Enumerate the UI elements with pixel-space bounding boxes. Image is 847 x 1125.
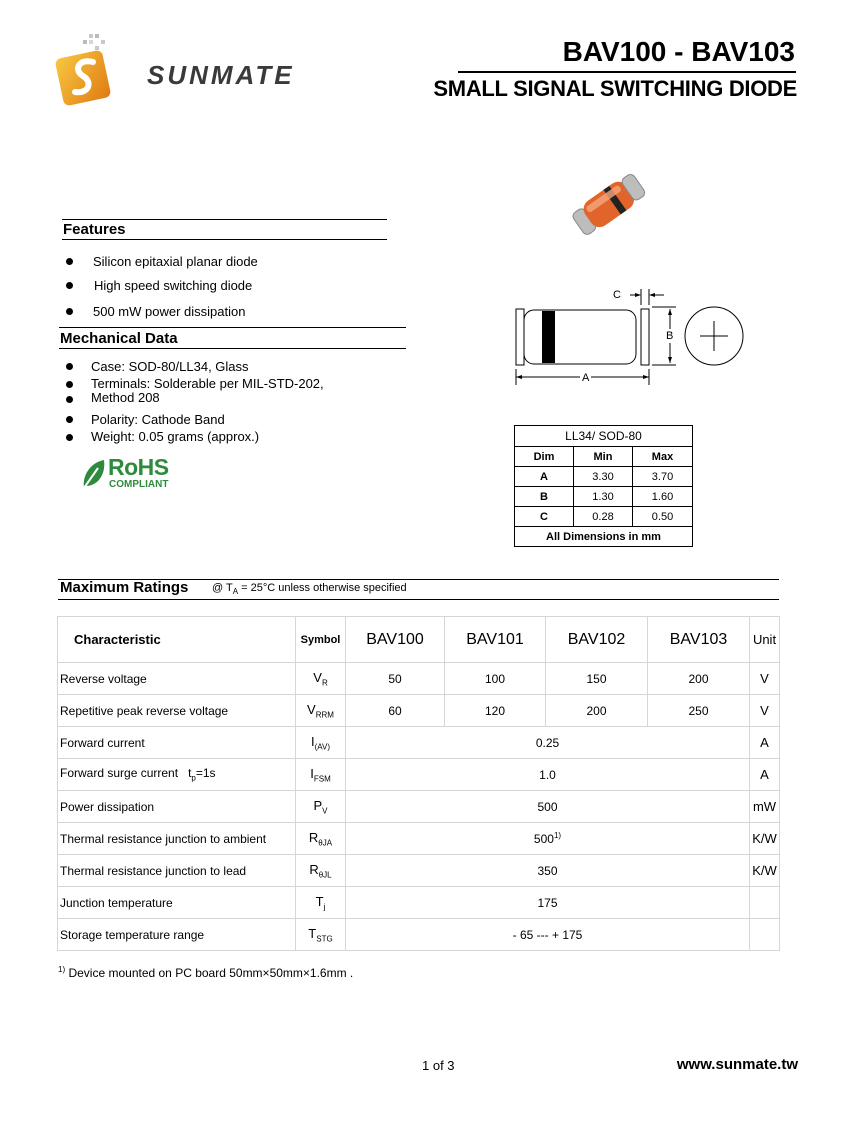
min-cell: 0.28 bbox=[574, 507, 633, 527]
list-item bbox=[66, 376, 324, 391]
symbol-main: P bbox=[313, 797, 323, 813]
footnote-text: Device mounted on PC board 50mm×50mm×1.6mm . bbox=[65, 966, 354, 980]
max-cell: 0.50 bbox=[633, 507, 693, 527]
condition-symbol: t bbox=[188, 766, 192, 781]
bullet-icon bbox=[66, 308, 73, 315]
symbol-main: T bbox=[315, 893, 324, 909]
feature-text: Silicon epitaxial planar diode bbox=[93, 254, 258, 269]
symbol-cell bbox=[296, 887, 346, 919]
bullet-icon bbox=[66, 258, 73, 265]
max-cell: 1.60 bbox=[633, 487, 693, 507]
dimension-table-footer: All Dimensions in mm bbox=[515, 527, 693, 547]
features-heading: Features bbox=[63, 221, 126, 238]
unit-cell: K/W bbox=[750, 823, 780, 855]
unit-cell: A bbox=[750, 727, 780, 759]
unit-cell: V bbox=[750, 663, 780, 695]
feature-text: High speed switching diode bbox=[94, 278, 253, 293]
symbol-cell bbox=[296, 759, 346, 791]
condition-prefix: @ T bbox=[212, 582, 233, 594]
unit-cell: K/W bbox=[750, 855, 780, 887]
feature-text: 500 mW power dissipation bbox=[93, 304, 246, 319]
sunmate-logo-graphic bbox=[55, 32, 320, 122]
features-bottom-rule bbox=[62, 239, 387, 240]
value-cell: 150 bbox=[546, 663, 648, 695]
part-header: BAV103 bbox=[648, 617, 750, 663]
mechanical-text: Case: SOD-80/LL34, Glass bbox=[91, 359, 249, 374]
characteristic-cell: Power dissipation bbox=[58, 791, 296, 823]
table-row bbox=[58, 727, 780, 759]
table-row bbox=[58, 759, 780, 791]
symbol-cell bbox=[296, 855, 346, 887]
brand-wordmark: SUNMATE bbox=[147, 60, 295, 90]
list-item bbox=[66, 429, 259, 444]
condition-value: =1s bbox=[195, 766, 216, 781]
diode-photo-graphic bbox=[558, 160, 658, 250]
characteristic-cell: Reverse voltage bbox=[58, 663, 296, 695]
table-row bbox=[515, 467, 693, 487]
symbol-cell bbox=[296, 663, 346, 695]
symbol-sub: RRM bbox=[315, 710, 334, 720]
dim-cell: C bbox=[515, 507, 574, 527]
symbol-main: R bbox=[309, 861, 319, 877]
bullet-icon bbox=[66, 416, 73, 423]
list-item bbox=[66, 359, 249, 374]
characteristic-header: Characteristic bbox=[58, 617, 296, 663]
condition-sub: p bbox=[191, 773, 196, 783]
mechanical-heading: Mechanical Data bbox=[60, 330, 178, 347]
value-cell: 50 bbox=[346, 663, 445, 695]
value-cell: 500 bbox=[346, 791, 750, 823]
mechanical-text: Polarity: Cathode Band bbox=[91, 412, 225, 427]
dimension-label-c: C bbox=[613, 289, 621, 301]
leaf-icon bbox=[80, 456, 108, 492]
symbol-sub: j bbox=[323, 902, 326, 912]
list-item bbox=[66, 412, 225, 427]
diode-photo bbox=[558, 160, 658, 250]
max-header: Max bbox=[633, 447, 693, 467]
symbol-main: I bbox=[310, 765, 314, 781]
symbol-cell bbox=[296, 823, 346, 855]
symbol-sub: V bbox=[322, 806, 328, 816]
bullet-icon bbox=[66, 396, 73, 403]
list-item bbox=[66, 254, 258, 269]
dim-cell: B bbox=[515, 487, 574, 507]
min-cell: 3.30 bbox=[574, 467, 633, 487]
value-cell: 175 bbox=[346, 887, 750, 919]
symbol-cell bbox=[296, 727, 346, 759]
part-header: BAV100 bbox=[346, 617, 445, 663]
table-row bbox=[58, 791, 780, 823]
mechanical-text: Terminals: Solderable per MIL-STD-202, bbox=[91, 376, 324, 391]
characteristic-cell: Junction temperature bbox=[58, 887, 296, 919]
symbol-main: R bbox=[308, 829, 319, 845]
characteristic-cell: Thermal resistance junction to ambient bbox=[58, 823, 296, 855]
rohs-badge bbox=[80, 456, 190, 492]
table-row bbox=[58, 887, 780, 919]
ratings-table bbox=[57, 616, 780, 951]
characteristic-cell: Repetitive peak reverse voltage bbox=[58, 695, 296, 727]
value-cell: 1.0 bbox=[346, 759, 750, 791]
ratings-condition bbox=[212, 582, 407, 596]
unit-cell: mW bbox=[750, 791, 780, 823]
part-number-title: BAV100 - BAV103 bbox=[562, 36, 795, 67]
bullet-icon bbox=[66, 363, 73, 370]
symbol-main: T bbox=[308, 925, 317, 941]
condition-sub: A bbox=[232, 587, 239, 597]
unit-cell bbox=[750, 887, 780, 919]
rohs-text: RoHS bbox=[108, 454, 169, 480]
value-cell: - 65 --- + 175 bbox=[346, 919, 750, 951]
symbol-main: V bbox=[313, 669, 322, 685]
value-cell: 120 bbox=[445, 695, 546, 727]
value-cell: 200 bbox=[546, 695, 648, 727]
mechanical-text: Weight: 0.05 grams (approx.) bbox=[91, 429, 260, 444]
part-header: BAV102 bbox=[546, 617, 648, 663]
table-row bbox=[58, 695, 780, 727]
footnote-mark: 1) bbox=[58, 965, 66, 974]
min-cell: 1.30 bbox=[574, 487, 633, 507]
symbol-sub: (AV) bbox=[314, 742, 331, 752]
table-row bbox=[58, 855, 780, 887]
value-text: 500 bbox=[533, 832, 554, 846]
table-row bbox=[58, 919, 780, 951]
footnote bbox=[58, 965, 353, 980]
max-cell: 3.70 bbox=[633, 467, 693, 487]
mechanical-bottom-rule bbox=[59, 348, 406, 349]
symbol-cell bbox=[296, 695, 346, 727]
characteristic-cell: Storage temperature range bbox=[58, 919, 296, 951]
table-row bbox=[515, 507, 693, 527]
characteristic-cell bbox=[58, 759, 296, 791]
unit-cell: V bbox=[750, 695, 780, 727]
dimension-drawing-graphic bbox=[510, 285, 780, 395]
bullet-icon bbox=[66, 381, 73, 388]
dim-header: Dim bbox=[515, 447, 574, 467]
list-item bbox=[66, 390, 160, 405]
symbol-sub: STG bbox=[316, 934, 333, 944]
dimension-label-b: B bbox=[666, 330, 674, 342]
ratings-bottom-rule bbox=[58, 599, 779, 600]
value-cell: 0.25 bbox=[346, 727, 750, 759]
table-header-row bbox=[58, 617, 780, 663]
bullet-icon bbox=[66, 434, 73, 441]
dimension-drawing bbox=[510, 285, 780, 395]
table-row bbox=[515, 447, 693, 467]
unit-header: Unit bbox=[750, 617, 780, 663]
symbol-sub: FSM bbox=[313, 774, 331, 784]
value-cell bbox=[346, 823, 750, 855]
symbol-main: V bbox=[307, 701, 316, 717]
rohs-compliant-text: COMPLIANT bbox=[109, 479, 169, 490]
min-header: Min bbox=[574, 447, 633, 467]
website-link[interactable]: www.sunmate.tw bbox=[676, 1056, 798, 1073]
value-cell: 60 bbox=[346, 695, 445, 727]
ratings-heading: Maximum Ratings bbox=[60, 579, 189, 596]
characteristic-cell: Forward current bbox=[58, 727, 296, 759]
page-number: 1 of 3 bbox=[422, 1058, 455, 1073]
value-cell: 100 bbox=[445, 663, 546, 695]
symbol-main: I bbox=[310, 733, 315, 749]
mechanical-text: Method 208 bbox=[91, 390, 160, 405]
sunmate-logo bbox=[55, 32, 320, 122]
list-item bbox=[66, 304, 245, 319]
dimension-label-a: A bbox=[582, 372, 590, 384]
unit-cell: A bbox=[750, 759, 780, 791]
bullet-icon bbox=[66, 282, 73, 289]
symbol-cell bbox=[296, 919, 346, 951]
dim-cell: A bbox=[515, 467, 574, 487]
dimension-table bbox=[514, 425, 693, 547]
table-row bbox=[515, 487, 693, 507]
symbol-sub: θJL bbox=[318, 870, 332, 880]
symbol-sub: R bbox=[321, 678, 328, 688]
dimension-table-title: LL34/ SOD-80 bbox=[515, 426, 693, 447]
value-cell: 350 bbox=[346, 855, 750, 887]
title-divider bbox=[458, 71, 796, 73]
value-cell: 250 bbox=[648, 695, 750, 727]
unit-cell bbox=[750, 919, 780, 951]
value-cell: 200 bbox=[648, 663, 750, 695]
footnote-ref: 1) bbox=[553, 831, 562, 840]
symbol-header: Symbol bbox=[296, 617, 346, 663]
condition-suffix: = 25°C unless otherwise specified bbox=[238, 582, 407, 594]
table-row bbox=[58, 663, 780, 695]
symbol-cell bbox=[296, 791, 346, 823]
characteristic-cell: Thermal resistance junction to lead bbox=[58, 855, 296, 887]
table-row bbox=[58, 823, 780, 855]
list-item bbox=[66, 278, 252, 293]
characteristic-name: Forward surge current bbox=[60, 766, 179, 781]
part-header: BAV101 bbox=[445, 617, 546, 663]
features-top-rule bbox=[62, 219, 387, 220]
mechanical-top-rule bbox=[59, 327, 406, 328]
symbol-sub: θJA bbox=[318, 838, 333, 848]
product-subtitle: SMALL SIGNAL SWITCHING DIODE bbox=[433, 76, 797, 101]
